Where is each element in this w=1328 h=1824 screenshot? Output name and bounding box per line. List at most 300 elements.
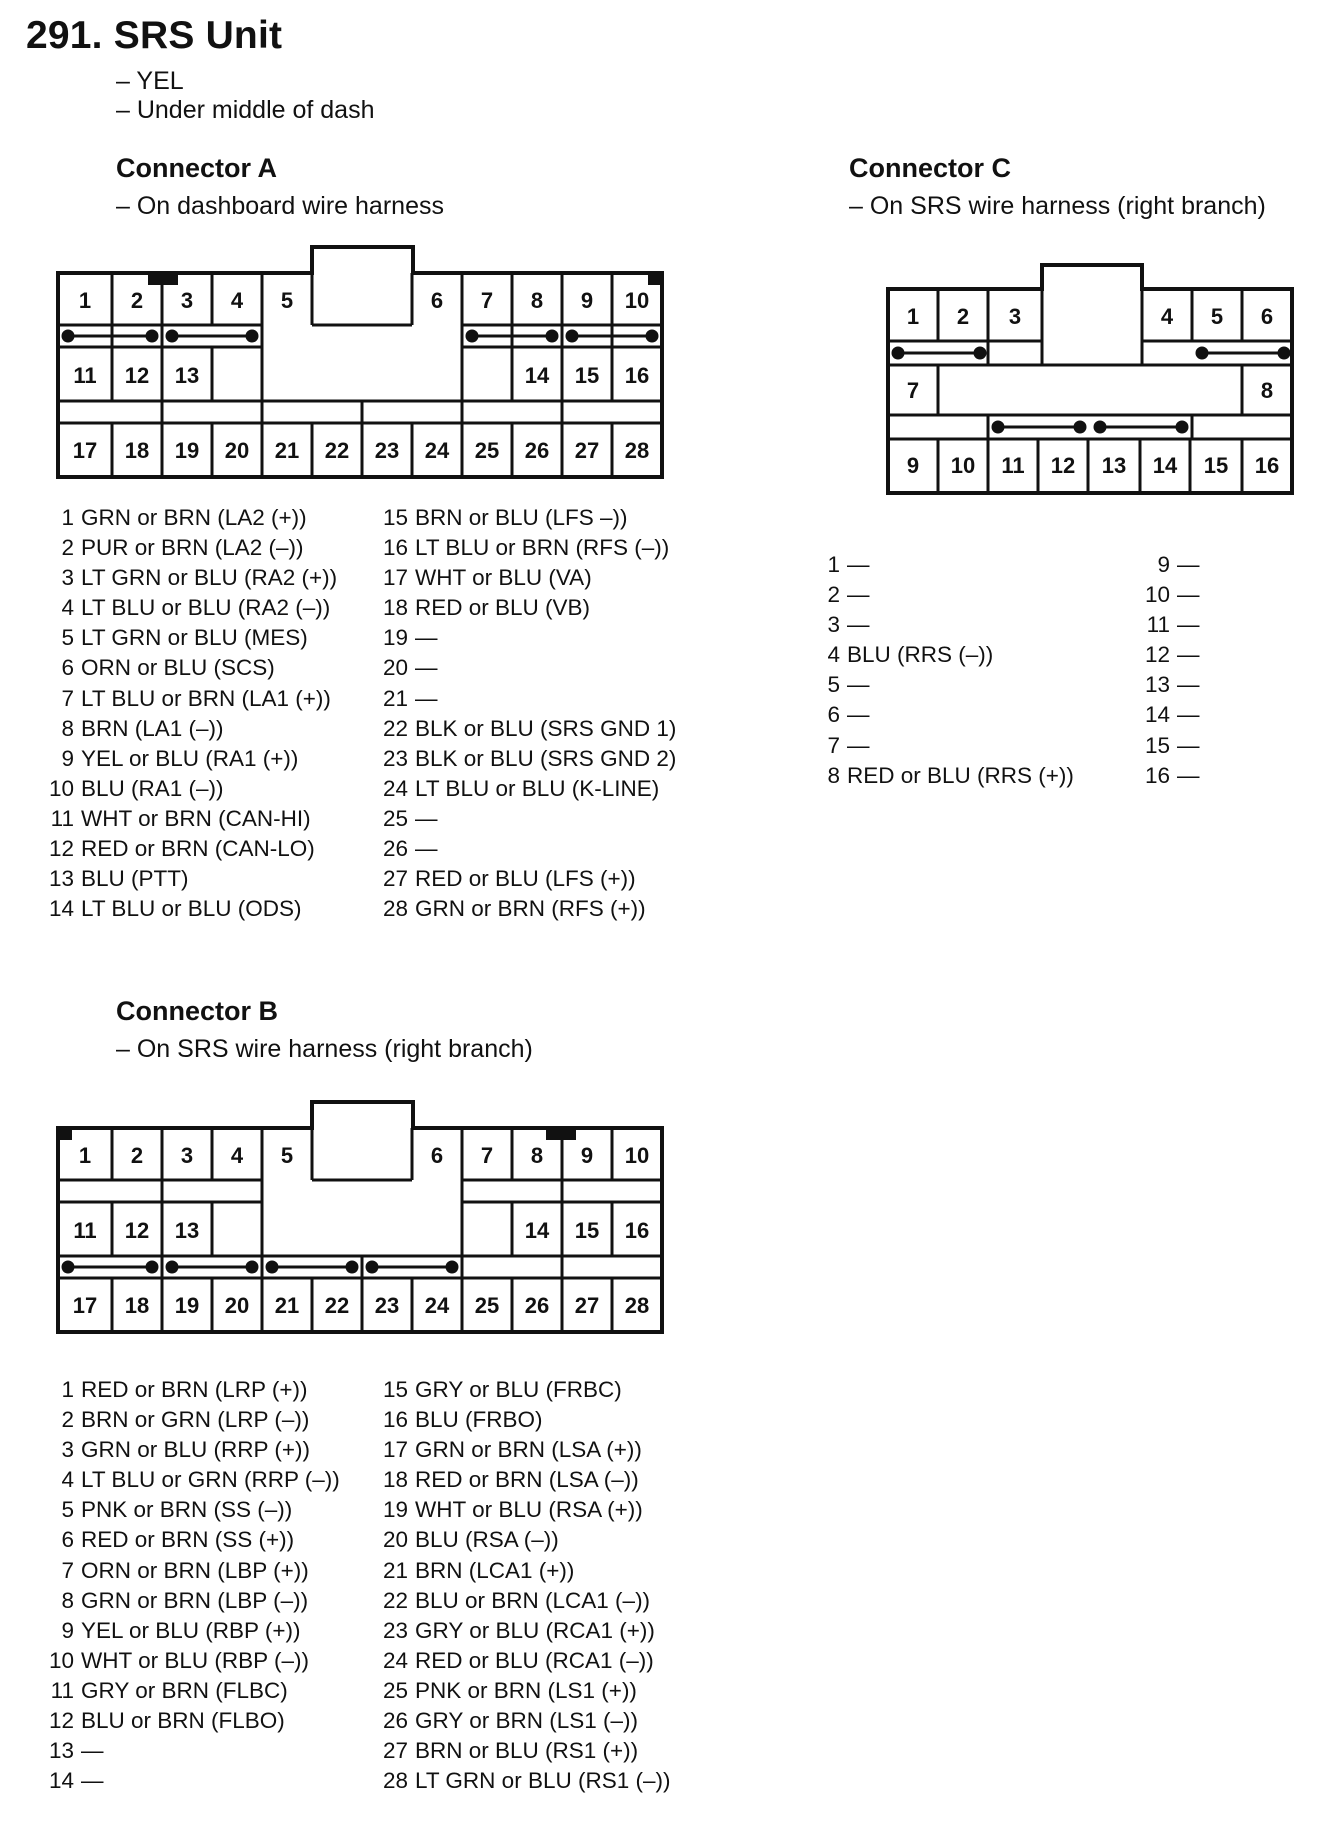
pin-row xyxy=(378,834,676,864)
pin-number: 7 xyxy=(61,1557,74,1583)
svg-text:10: 10 xyxy=(624,1143,650,1168)
connector-b-face-diagram xyxy=(56,1100,668,1336)
pin-row xyxy=(44,1525,340,1555)
pin-description: BLU (RSA (–)) xyxy=(415,1527,559,1553)
pin-row xyxy=(44,1495,340,1525)
pin-row xyxy=(1134,640,1200,670)
pin-description: — xyxy=(415,655,438,681)
pin-description: — xyxy=(1177,732,1200,758)
svg-text:2: 2 xyxy=(956,304,970,329)
pin-number: 25 xyxy=(382,805,408,831)
pin-row xyxy=(1134,700,1200,730)
pin-number: 9 xyxy=(1157,552,1170,577)
pin-row xyxy=(378,684,676,714)
svg-text:24: 24 xyxy=(424,1293,450,1318)
pin-description: YEL or BLU (RA1 (+)) xyxy=(81,745,299,771)
pin-row xyxy=(378,1405,670,1435)
connector-a-face-diagram xyxy=(56,245,668,481)
pin-row xyxy=(378,1495,670,1525)
svg-text:14: 14 xyxy=(524,363,550,388)
pin-number: 14 xyxy=(1144,702,1170,728)
pin-description: WHT or BLU (VA) xyxy=(415,565,592,591)
pin-number: 8 xyxy=(61,715,74,741)
svg-text:1: 1 xyxy=(906,304,920,329)
svg-text:28: 28 xyxy=(624,438,650,463)
svg-text:27: 27 xyxy=(574,438,600,463)
svg-text:26: 26 xyxy=(524,438,550,463)
pin-description: BRN or GRN (LRP (–)) xyxy=(81,1407,310,1433)
svg-text:12: 12 xyxy=(124,1218,150,1243)
pin-number: 5 xyxy=(61,625,74,651)
pin-number: 10 xyxy=(48,775,74,801)
pin-description: BRN or BLU (RS1 (+)) xyxy=(415,1738,639,1764)
svg-text:16: 16 xyxy=(1254,453,1280,478)
pin-row xyxy=(44,653,337,683)
pin-row xyxy=(44,1405,340,1435)
pin-number: 26 xyxy=(382,1708,408,1734)
pin-number: 4 xyxy=(61,595,74,621)
pin-description: LT BLU or BLU (K-LINE) xyxy=(415,775,660,801)
pin-description: GRN or BRN (LSA (+)) xyxy=(415,1437,642,1463)
svg-text:8: 8 xyxy=(1260,378,1274,403)
svg-text:15: 15 xyxy=(1203,453,1229,478)
pin-description: LT BLU or GRN (RRP (–)) xyxy=(81,1467,340,1493)
pin-description: LT BLU or BRN (RFS (–)) xyxy=(415,535,670,561)
pin-number: 6 xyxy=(61,655,74,681)
pin-row xyxy=(44,714,337,744)
svg-text:4: 4 xyxy=(230,288,244,313)
pin-number: 3 xyxy=(61,1437,74,1463)
pin-row xyxy=(378,593,676,623)
pin-row xyxy=(44,563,337,593)
svg-text:22: 22 xyxy=(324,438,350,463)
pin-description: BLK or BLU (SRS GND 2) xyxy=(415,745,677,771)
svg-text:19: 19 xyxy=(174,1293,200,1318)
pin-number: 14 xyxy=(48,896,74,922)
pin-number: 9 xyxy=(61,745,74,771)
pin-number: 10 xyxy=(1144,582,1170,608)
pin-row xyxy=(822,700,1074,730)
pin-row xyxy=(44,864,337,894)
pin-row xyxy=(44,804,337,834)
pin-description: BLU or BRN (FLBO) xyxy=(81,1708,285,1734)
pin-description: — xyxy=(847,672,870,698)
pin-row xyxy=(378,1736,670,1766)
pin-number: 26 xyxy=(382,836,408,862)
pin-number: 7 xyxy=(61,685,74,711)
pin-description: LT GRN or BLU (RA2 (+)) xyxy=(81,565,338,591)
connector-b-pin-list-right xyxy=(378,1375,670,1796)
pin-row xyxy=(378,1375,670,1405)
connector-c-face-diagram xyxy=(886,263,1298,499)
connector-a-title: Connector A xyxy=(116,153,277,183)
svg-text:8: 8 xyxy=(530,1143,544,1168)
pin-number: 5 xyxy=(827,672,840,698)
svg-text:21: 21 xyxy=(274,1293,300,1318)
pin-number: 2 xyxy=(827,582,840,608)
pin-description: BLU (RA1 (–)) xyxy=(81,775,224,801)
pin-row xyxy=(822,640,1074,670)
pin-number: 17 xyxy=(382,1437,408,1463)
pin-description: RED or BLU (VB) xyxy=(415,595,591,621)
pin-number: 1 xyxy=(827,552,840,577)
pin-description: RED or BLU (RCA1 (–)) xyxy=(415,1647,654,1673)
pin-description: GRN or BRN (RFS (+)) xyxy=(415,896,646,922)
pin-row xyxy=(44,1646,340,1676)
pin-description: — xyxy=(847,612,870,638)
pin-description: BRN (LCA1 (+)) xyxy=(415,1557,575,1583)
connector-b-subtitle: – On SRS wire harness (right branch) xyxy=(116,1035,533,1063)
pin-row xyxy=(822,580,1074,610)
pin-row xyxy=(44,623,337,653)
page-title: 291. SRS Unit xyxy=(26,14,283,57)
pin-row xyxy=(822,761,1074,791)
pin-number: 12 xyxy=(48,836,74,862)
pin-number: 11 xyxy=(50,1677,74,1703)
pin-row xyxy=(378,1465,670,1495)
svg-text:7: 7 xyxy=(480,1143,494,1168)
pin-description: — xyxy=(415,685,438,711)
connector-b-title: Connector B xyxy=(116,996,278,1026)
pin-number: 3 xyxy=(61,565,74,591)
pin-description: — xyxy=(1177,762,1200,788)
pin-row xyxy=(1134,731,1200,761)
pin-description: — xyxy=(81,1768,104,1794)
pin-number: 21 xyxy=(382,685,408,711)
svg-text:9: 9 xyxy=(580,1143,594,1168)
connector-c-pin-list-left xyxy=(822,550,1074,791)
svg-text:12: 12 xyxy=(124,363,150,388)
svg-text:14: 14 xyxy=(1152,453,1178,478)
pin-row xyxy=(378,804,676,834)
pin-number: 27 xyxy=(382,866,408,892)
pin-description: BLK or BLU (SRS GND 1) xyxy=(415,715,677,741)
pin-number: 1 xyxy=(61,505,74,530)
pin-row xyxy=(44,533,337,563)
svg-text:7: 7 xyxy=(480,288,494,313)
pin-number: 11 xyxy=(50,805,74,831)
pin-number: 28 xyxy=(382,896,408,922)
svg-text:10: 10 xyxy=(950,453,976,478)
pin-number: 14 xyxy=(48,1768,74,1794)
pin-description: RED or BLU (LFS (+)) xyxy=(415,866,636,892)
color-note: – YEL xyxy=(116,67,184,95)
pin-description: — xyxy=(847,552,870,577)
svg-text:6: 6 xyxy=(430,1143,444,1168)
pin-row xyxy=(1134,670,1200,700)
pin-description: WHT or BLU (RSA (+)) xyxy=(415,1497,643,1523)
pin-row xyxy=(378,1646,670,1676)
pin-row xyxy=(822,610,1074,640)
svg-text:28: 28 xyxy=(624,1293,650,1318)
pin-row xyxy=(378,533,676,563)
pin-row xyxy=(378,1676,670,1706)
pin-number: 13 xyxy=(1144,672,1170,698)
pin-number: 8 xyxy=(61,1587,74,1613)
pin-row xyxy=(44,1586,340,1616)
connector-a-subtitle: – On dashboard wire harness xyxy=(116,192,444,220)
pin-row xyxy=(378,1766,670,1796)
pin-description: LT BLU or BLU (RA2 (–)) xyxy=(81,595,331,621)
svg-text:25: 25 xyxy=(474,1293,500,1318)
svg-text:21: 21 xyxy=(274,438,300,463)
pin-description: GRY or BLU (FRBC) xyxy=(415,1377,622,1402)
svg-text:14: 14 xyxy=(524,1218,550,1243)
pin-number: 21 xyxy=(382,1557,408,1583)
svg-text:6: 6 xyxy=(430,288,444,313)
pin-number: 24 xyxy=(382,775,408,801)
connector-c-pin-list-right xyxy=(1134,550,1200,791)
pin-description: BLU (FRBO) xyxy=(415,1407,543,1433)
svg-text:3: 3 xyxy=(180,1143,194,1168)
pin-number: 23 xyxy=(382,745,408,771)
pin-description: BRN (LA1 (–)) xyxy=(81,715,224,741)
pin-description: RED or BRN (LRP (+)) xyxy=(81,1377,308,1402)
pin-description: BLU or BRN (LCA1 (–)) xyxy=(415,1587,651,1613)
pin-row xyxy=(378,894,676,924)
pin-row xyxy=(378,653,676,683)
pin-description: RED or BRN (SS (+)) xyxy=(81,1527,295,1553)
pin-number: 8 xyxy=(827,762,840,788)
pin-number: 18 xyxy=(382,595,408,621)
pin-number: 12 xyxy=(48,1708,74,1734)
pin-description: WHT or BLU (RBP (–)) xyxy=(81,1647,309,1673)
pin-description: — xyxy=(415,625,438,651)
pin-description: GRN or BRN (LA2 (+)) xyxy=(81,505,307,530)
location-note: – Under middle of dash xyxy=(116,96,375,124)
svg-text:20: 20 xyxy=(224,1293,250,1318)
connector-c-subtitle: – On SRS wire harness (right branch) xyxy=(849,192,1266,220)
connector-a-pin-list-left xyxy=(44,503,337,924)
svg-text:5: 5 xyxy=(280,288,294,313)
svg-text:26: 26 xyxy=(524,1293,550,1318)
svg-text:15: 15 xyxy=(574,363,600,388)
pin-row xyxy=(44,1556,340,1586)
pin-description: LT GRN or BLU (MES) xyxy=(81,625,308,651)
pin-row xyxy=(44,1766,340,1796)
pin-row xyxy=(1134,550,1200,580)
svg-text:6: 6 xyxy=(1260,304,1274,329)
svg-text:12: 12 xyxy=(1050,453,1076,478)
pin-number: 19 xyxy=(382,1497,408,1523)
svg-text:19: 19 xyxy=(174,438,200,463)
pin-row xyxy=(378,1616,670,1646)
pin-number: 2 xyxy=(61,1407,74,1433)
svg-text:9: 9 xyxy=(580,288,594,313)
pin-description: WHT or BRN (CAN-HI) xyxy=(81,805,311,831)
pin-description: — xyxy=(1177,702,1200,728)
pin-description: RED or BRN (LSA (–)) xyxy=(415,1467,639,1493)
pin-number: 22 xyxy=(382,1587,408,1613)
pin-description: GRN or BRN (LBP (–)) xyxy=(81,1587,309,1613)
pin-description: BRN or BLU (LFS –)) xyxy=(415,505,628,530)
pin-row xyxy=(44,894,337,924)
pin-description: — xyxy=(81,1738,104,1764)
pin-row xyxy=(378,1586,670,1616)
svg-text:22: 22 xyxy=(324,1293,350,1318)
pin-row xyxy=(378,1525,670,1555)
pin-row xyxy=(378,563,676,593)
pin-description: — xyxy=(415,805,438,831)
pin-row xyxy=(1134,610,1200,640)
pin-number: 16 xyxy=(382,535,408,561)
pin-number: 10 xyxy=(48,1647,74,1673)
svg-text:9: 9 xyxy=(906,453,920,478)
pin-number: 9 xyxy=(61,1617,74,1643)
connector-a-pin-list-right xyxy=(378,503,676,924)
pin-number: 7 xyxy=(827,732,840,758)
pin-description: — xyxy=(847,732,870,758)
pin-number: 12 xyxy=(1144,642,1170,668)
svg-text:1: 1 xyxy=(78,1143,92,1168)
pin-description: GRN or BLU (RRP (+)) xyxy=(81,1437,310,1463)
svg-text:23: 23 xyxy=(374,438,400,463)
pin-number: 6 xyxy=(827,702,840,728)
pin-row xyxy=(44,1465,340,1495)
pin-description: ORN or BLU (SCS) xyxy=(81,655,275,681)
pin-row xyxy=(44,1706,340,1736)
pin-description: — xyxy=(415,836,438,862)
pin-number: 15 xyxy=(382,1377,408,1402)
pin-row xyxy=(44,774,337,804)
pin-description: LT BLU or BRN (LA1 (+)) xyxy=(81,685,331,711)
pin-row xyxy=(1134,580,1200,610)
pin-number: 1 xyxy=(61,1377,74,1402)
pin-number: 3 xyxy=(827,612,840,638)
pin-row xyxy=(44,503,337,533)
pin-description: PNK or BRN (SS (–)) xyxy=(81,1497,293,1523)
pin-row xyxy=(378,714,676,744)
pin-description: — xyxy=(1177,612,1200,638)
svg-text:2: 2 xyxy=(130,288,144,313)
svg-text:13: 13 xyxy=(174,1218,200,1243)
svg-text:16: 16 xyxy=(624,1218,650,1243)
svg-text:13: 13 xyxy=(1101,453,1127,478)
svg-text:8: 8 xyxy=(530,288,544,313)
pin-row xyxy=(822,731,1074,761)
pin-row xyxy=(378,1435,670,1465)
pin-description: — xyxy=(1177,582,1200,608)
svg-text:3: 3 xyxy=(1008,304,1022,329)
svg-text:5: 5 xyxy=(1210,304,1224,329)
svg-text:10: 10 xyxy=(624,288,650,313)
pin-row xyxy=(822,550,1074,580)
pin-description: PNK or BRN (LS1 (+)) xyxy=(415,1677,637,1703)
pin-row xyxy=(378,1556,670,1586)
pin-description: BLU (RRS (–)) xyxy=(847,642,994,668)
pin-number: 23 xyxy=(382,1617,408,1643)
pin-number: 18 xyxy=(382,1467,408,1493)
svg-text:4: 4 xyxy=(230,1143,244,1168)
pin-row xyxy=(378,623,676,653)
pin-row xyxy=(44,1676,340,1706)
pin-description: RED or BRN (CAN-LO) xyxy=(81,836,315,862)
pin-row xyxy=(44,744,337,774)
pin-description: LT BLU or BLU (ODS) xyxy=(81,896,302,922)
pin-number: 5 xyxy=(61,1497,74,1523)
pin-description: — xyxy=(1177,672,1200,698)
pin-description: LT GRN or BLU (RS1 (–)) xyxy=(415,1768,671,1794)
pin-number: 6 xyxy=(61,1527,74,1553)
pin-description: YEL or BLU (RBP (+)) xyxy=(81,1617,301,1643)
pin-row xyxy=(378,774,676,804)
svg-text:25: 25 xyxy=(474,438,500,463)
pin-number: 25 xyxy=(382,1677,408,1703)
pin-row xyxy=(822,670,1074,700)
pin-row xyxy=(44,684,337,714)
pin-description: PUR or BRN (LA2 (–)) xyxy=(81,535,304,561)
pin-row xyxy=(1134,761,1200,791)
pin-number: 16 xyxy=(382,1407,408,1433)
pin-description: — xyxy=(1177,552,1200,577)
svg-text:1: 1 xyxy=(78,288,92,313)
pin-row xyxy=(44,1736,340,1766)
pin-description: — xyxy=(847,702,870,728)
svg-text:20: 20 xyxy=(224,438,250,463)
pin-description: — xyxy=(847,582,870,608)
pin-number: 24 xyxy=(382,1647,408,1673)
svg-text:11: 11 xyxy=(73,363,97,388)
pin-number: 15 xyxy=(382,505,408,530)
pin-number: 15 xyxy=(1144,732,1170,758)
svg-text:7: 7 xyxy=(906,378,920,403)
svg-text:18: 18 xyxy=(124,438,150,463)
pin-number: 20 xyxy=(382,1527,408,1553)
svg-text:18: 18 xyxy=(124,1293,150,1318)
svg-text:27: 27 xyxy=(574,1293,600,1318)
pin-row xyxy=(44,1435,340,1465)
pin-description: ORN or BRN (LBP (+)) xyxy=(81,1557,309,1583)
pin-description: RED or BLU (RRS (+)) xyxy=(847,762,1074,788)
pin-number: 4 xyxy=(61,1467,74,1493)
pin-row xyxy=(378,503,676,533)
pin-number: 2 xyxy=(61,535,74,561)
pin-number: 20 xyxy=(382,655,408,681)
pin-description: GRY or BRN (FLBC) xyxy=(81,1677,288,1703)
pin-number: 27 xyxy=(382,1738,408,1764)
pin-number: 13 xyxy=(48,866,74,892)
svg-text:3: 3 xyxy=(180,288,194,313)
pin-row xyxy=(378,864,676,894)
svg-text:24: 24 xyxy=(424,438,450,463)
pin-row xyxy=(44,1616,340,1646)
svg-text:13: 13 xyxy=(174,363,200,388)
svg-text:4: 4 xyxy=(1160,304,1174,329)
pin-row xyxy=(44,593,337,623)
svg-text:11: 11 xyxy=(73,1218,97,1243)
svg-text:11: 11 xyxy=(1001,453,1025,478)
svg-text:17: 17 xyxy=(72,1293,98,1318)
pin-number: 22 xyxy=(382,715,408,741)
pin-description: — xyxy=(1177,642,1200,668)
pin-number: 17 xyxy=(382,565,408,591)
pin-description: GRY or BLU (RCA1 (+)) xyxy=(415,1617,655,1643)
pin-row xyxy=(44,1375,340,1405)
connector-c-title: Connector C xyxy=(849,153,1011,183)
pin-row xyxy=(378,744,676,774)
connector-b-pin-list-left xyxy=(44,1375,340,1796)
svg-text:23: 23 xyxy=(374,1293,400,1318)
pin-description: BLU (PTT) xyxy=(81,866,189,892)
pin-description: GRY or BRN (LS1 (–)) xyxy=(415,1708,638,1734)
pin-number: 28 xyxy=(382,1768,408,1794)
svg-text:2: 2 xyxy=(130,1143,144,1168)
svg-text:5: 5 xyxy=(280,1143,294,1168)
svg-text:16: 16 xyxy=(624,363,650,388)
pin-number: 11 xyxy=(1146,612,1170,638)
pin-number: 19 xyxy=(382,625,408,651)
svg-text:17: 17 xyxy=(72,438,98,463)
